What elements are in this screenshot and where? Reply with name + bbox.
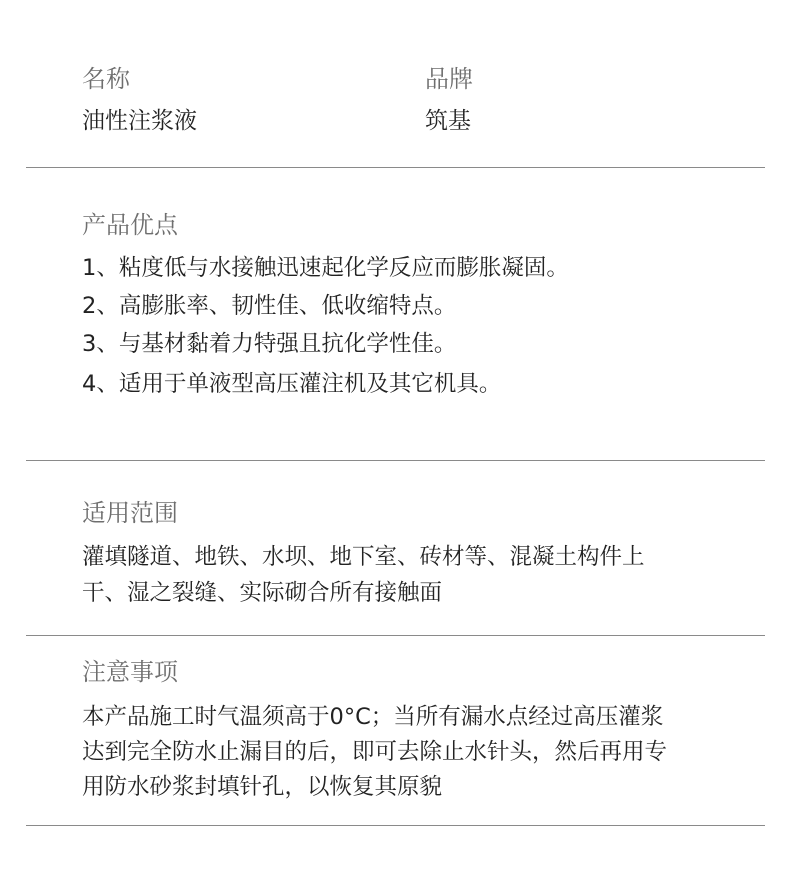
name-label: 名称 <box>82 65 130 93</box>
advantage-item: 1、粘度低与水接触迅速起化学反应而膨胀凝固。 <box>82 255 569 281</box>
advantages-list <box>82 253 569 407</box>
notes-line: 本产品施工时气温须高于0°C；当所有漏水点经过高压灌浆 <box>82 704 664 730</box>
notes-line: 用防水砂浆封填针孔，以恢复其原貌 <box>82 774 443 800</box>
scope-heading: 适用范围 <box>82 499 178 527</box>
scope-text <box>82 539 645 611</box>
notes-heading: 注意事项 <box>82 658 178 686</box>
brand-label: 品牌 <box>425 65 473 93</box>
divider <box>26 635 765 636</box>
divider <box>26 167 765 168</box>
divider <box>26 460 765 461</box>
divider <box>26 825 765 826</box>
notes-text <box>82 700 667 805</box>
name-value: 油性注浆液 <box>82 108 197 134</box>
advantage-item: 4、适用于单液型高压灌注机及其它机具。 <box>82 371 502 397</box>
advantage-item: 2、高膨胀率、韧性佳、低收缩特点。 <box>82 293 457 319</box>
notes-line: 达到完全防水止漏目的后，即可去除止水针头，然后再用专 <box>82 739 668 765</box>
scope-line: 干、湿之裂缝、实际砌合所有接触面 <box>82 580 443 606</box>
scope-line: 灌填隧道、地铁、水坝、地下室、砖材等、混凝土构件上 <box>82 544 645 570</box>
brand-value: 筑基 <box>425 108 471 134</box>
advantage-item: 3、与基材黏着力特强且抗化学性佳。 <box>82 331 457 357</box>
advantages-heading: 产品优点 <box>82 211 178 239</box>
